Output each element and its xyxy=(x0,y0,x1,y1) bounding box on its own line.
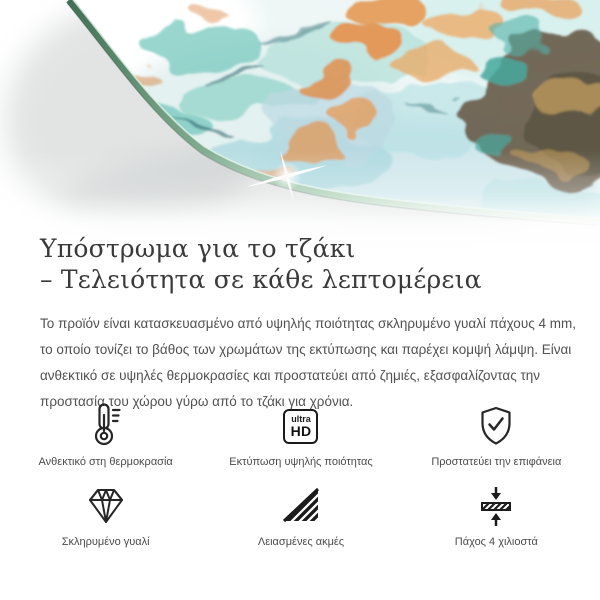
page-title-line-2: – Τελειότητα σε κάθε λεπτομέρεια xyxy=(40,265,482,294)
feature-label: Προστατεύει την επιφάνεια xyxy=(431,456,562,468)
feature-tempered-glass xyxy=(8,482,203,548)
thermometer-icon xyxy=(86,402,126,450)
ultra-hd-icon xyxy=(283,409,318,444)
product-photo xyxy=(0,0,600,252)
thickness-icon xyxy=(474,483,518,529)
ultra-hd-icon-text-bottom: HD xyxy=(290,423,312,439)
page-title-line-1: Υπόστρωμα για το τζάκι xyxy=(40,234,356,263)
polished-edges-icon xyxy=(279,484,323,528)
ultra-hd-icon-text-top: ultra xyxy=(291,414,311,424)
description-line: το οποίο τονίζει το βάθος των χρωμάτων της εκτύπωσης και παρέχει κομψή λάμψη. Είναι xyxy=(40,342,572,357)
feature-ultra-hd-print xyxy=(203,402,398,468)
feature-grid xyxy=(8,402,594,548)
feature-label: Ανθεκτικό στη θερμοκρασία xyxy=(38,456,173,468)
feature-heat-resistant xyxy=(8,402,203,468)
feature-surface-protection xyxy=(399,402,594,468)
diamond-icon xyxy=(84,484,128,528)
feature-thickness xyxy=(399,482,594,548)
feature-label: Σκληρυμένο γυαλί xyxy=(61,536,150,548)
feature-label: Πάχος 4 χιλιοστά xyxy=(454,536,538,548)
description-line: ανθεκτικό σε υψηλές θερμοκρασίες και προστατεύει από ζημιές, εξασφαλίζοντας την xyxy=(40,368,541,383)
page-title xyxy=(40,233,580,295)
feature-label: Λειασμένες ακμές xyxy=(257,536,345,548)
shield-check-icon xyxy=(474,404,518,448)
product-description-text xyxy=(40,311,585,415)
description-line: Το προϊόν είναι κατασκευασμένο από υψηλής ποιότητας σκληρυμένο γυαλί πάχους 4 mm, xyxy=(40,316,576,331)
description-line: προστασία του χώρου γύρω από το τζάκι για χρόνια. xyxy=(40,394,354,409)
feature-label: Εκτύπωση υψηλής ποιότητας xyxy=(229,456,373,468)
feature-polished-edges xyxy=(203,482,398,548)
